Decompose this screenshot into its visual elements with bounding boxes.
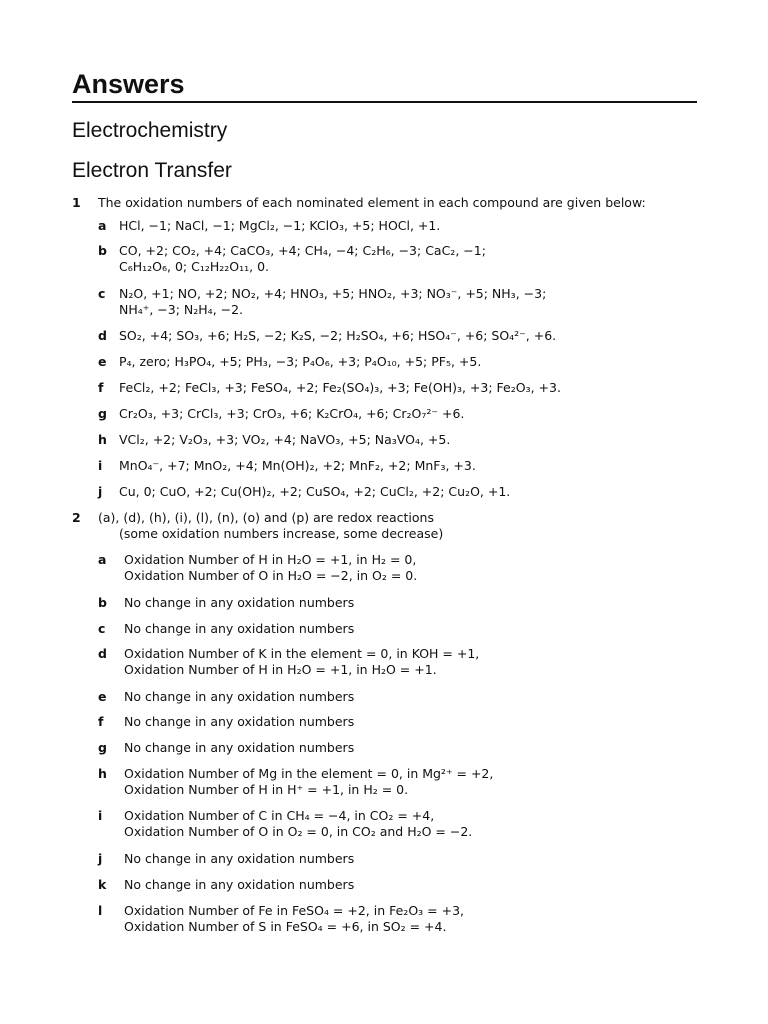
section-heading: Electrochemistry — [72, 119, 228, 142]
item-label: c — [98, 286, 106, 301]
item-label: b — [98, 595, 107, 610]
page-title: Answers — [72, 69, 185, 99]
item-text: MnO₄⁻, +7; MnO₂, +4; Mn(OH)₂, +2; MnF₂, +2; MnF₃, +3. — [119, 458, 476, 473]
item-label: i — [98, 458, 103, 473]
item-label: a — [98, 218, 107, 233]
item-text: Cr₂O₃, +3; CrCl₃, +3; CrO₃, +6; K₂CrO₄, +6; Cr₂O₇²⁻ +6. — [119, 406, 465, 421]
title-rule — [72, 101, 697, 103]
item-label: d — [98, 646, 107, 661]
item-label: j — [98, 484, 103, 499]
item-text: No change in any oxidation numbers — [124, 689, 355, 704]
item-text-line-2: Oxidation Number of O in O₂ = 0, in CO₂ and H₂O = −2. — [124, 824, 473, 839]
item-text-line-1: Oxidation Number of C in CH₄ = −4, in CO₂ = +4, — [124, 808, 435, 823]
item-text: No change in any oxidation numbers — [124, 740, 355, 755]
item-label: k — [98, 877, 107, 892]
item-label: h — [98, 432, 107, 447]
item-label: i — [98, 808, 103, 823]
item-text: FeCl₂, +2; FeCl₃, +3; FeSO₄, +2; Fe₂(SO₄)₃, +3; Fe(OH)₃, +3; Fe₂O₃, +3. — [119, 380, 561, 395]
question-2-intro-line-2: (some oxidation numbers increase, some decrease) — [119, 526, 444, 541]
item-label: g — [98, 406, 107, 421]
item-text-line-2: NH₄⁺, −3; N₂H₄, −2. — [119, 302, 244, 317]
item-label: f — [98, 380, 104, 395]
question-1-number: 1 — [72, 195, 81, 210]
item-text-line-2: Oxidation Number of O in H₂O = −2, in O₂ = 0. — [124, 568, 418, 583]
question-2-number: 2 — [72, 510, 81, 525]
item-text-line-1: CO, +2; CO₂, +4; CaCO₃, +4; CH₄, −4; C₂H₆, −3; CaC₂, −1; — [119, 243, 486, 258]
question-2-intro — [98, 510, 698, 542]
item-text: No change in any oxidation numbers — [124, 621, 355, 636]
item-text: No change in any oxidation numbers — [124, 851, 355, 866]
item-text-line-1: Oxidation Number of Fe in FeSO₄ = +2, in Fe₂O₃ = +3, — [124, 903, 464, 918]
item-label: f — [98, 714, 104, 729]
item-label: a — [98, 552, 107, 567]
item-text-line-1: Oxidation Number of K in the element = 0, in KOH = +1, — [124, 646, 480, 661]
item-text-line-2: Oxidation Number of H in H⁺ = +1, in H₂ = 0. — [124, 782, 409, 797]
item-text: No change in any oxidation numbers — [124, 877, 355, 892]
item-text: P₄, zero; H₃PO₄, +5; PH₃, −3; P₄O₆, +3; P₄O₁₀, +5; PF₅, +5. — [119, 354, 482, 369]
item-text: SO₂, +4; SO₃, +6; H₂S, −2; K₂S, −2; H₂SO₄, +6; HSO₄⁻, +6; SO₄²⁻, +6. — [119, 328, 557, 343]
question-2-intro-line-1: (a), (d), (h), (i), (l), (n), (o) and (p) are redox reactions — [98, 510, 434, 525]
item-text-line-2: Oxidation Number of H in H₂O = +1, in H₂O = +1. — [124, 662, 437, 677]
item-label: g — [98, 740, 107, 755]
item-label: c — [98, 621, 106, 636]
item-text: No change in any oxidation numbers — [124, 714, 355, 729]
item-text: HCl, −1; NaCl, −1; MgCl₂, −1; KClO₃, +5; HOCl, +1. — [119, 218, 441, 233]
item-text: No change in any oxidation numbers — [124, 595, 355, 610]
item-label: h — [98, 766, 107, 781]
item-label: d — [98, 328, 107, 343]
question-1-intro — [98, 195, 698, 211]
item-label: e — [98, 354, 107, 369]
item-label: j — [98, 851, 103, 866]
item-text: Cu, 0; CuO, +2; Cu(OH)₂, +2; CuSO₄, +2; CuCl₂, +2; Cu₂O, +1. — [119, 484, 511, 499]
item-text-line-2: C₆H₁₂O₆, 0; C₁₂H₂₂O₁₁, 0. — [119, 259, 269, 274]
item-label: b — [98, 243, 107, 258]
item-text-line-2: Oxidation Number of S in FeSO₄ = +6, in SO₂ = +4. — [124, 919, 447, 934]
item-text-line-1: Oxidation Number of Mg in the element = 0, in Mg²⁺ = +2, — [124, 766, 494, 781]
item-label: l — [98, 903, 103, 918]
question-1-intro-text: The oxidation numbers of each nominated element in each compound are given below: — [98, 195, 646, 210]
item-text-line-1: N₂O, +1; NO, +2; NO₂, +4; HNO₃, +5; HNO₂, +3; NO₃⁻, +5; NH₃, −3; — [119, 286, 547, 301]
item-text-line-1: Oxidation Number of H in H₂O = +1, in H₂ = 0, — [124, 552, 417, 567]
item-text: VCl₂, +2; V₂O₃, +3; VO₂, +4; NaVO₃, +5; Na₃VO₄, +5. — [119, 432, 451, 447]
item-label: e — [98, 689, 107, 704]
subsection-heading: Electron Transfer — [72, 159, 232, 182]
